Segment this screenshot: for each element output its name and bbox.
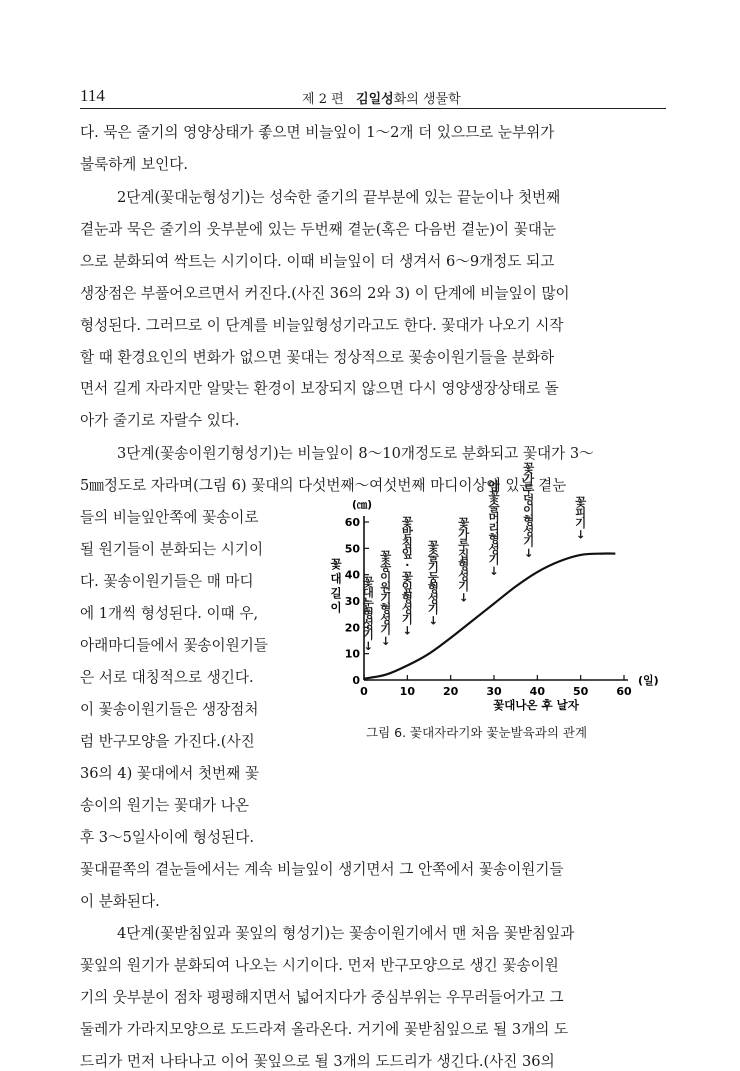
x-axis-label: 꽃대나온 후 날자 [493, 698, 579, 712]
x-tick-label: 20 [443, 685, 459, 698]
text-line: 아래마디들에서 꽃송이원기들 [80, 637, 268, 654]
text-line: 송이의 원기는 꽃대가 나온 [80, 797, 249, 814]
y-tick-label: 10 [344, 647, 360, 661]
text-line: 다. 묵은 줄기의 영양상태가 좋으면 비늘잎이 1～2개 더 있으므로 눈부위가 [80, 124, 555, 141]
figure-caption: 그림 6. 꽃대자라기와 꽃눈발육과의 관계 [366, 725, 588, 740]
x-tick-label: 0 [360, 685, 368, 698]
text-line: 으로 분화되여 싹트는 시기이다. 이때 비늘잎이 더 생겨서 6～9개정도 되고 [80, 253, 555, 270]
text-line: 3단계(꽃송이원기형성기)는 비늘잎이 8～10개정도로 분화되고 꽃대가 3～ [117, 445, 594, 462]
text-line: 될 원기들이 분화되는 시기이 [80, 541, 264, 558]
text-line: 에 1개씩 형성된다. 이때 우, [80, 605, 259, 622]
text-line: 다. 꽃송이원기들은 매 마디 [80, 573, 254, 590]
text-line: 불룩하게 보인다. [80, 156, 188, 173]
y-unit-label: (㎝) [351, 499, 373, 511]
text-line: 형성된다. 그러므로 이 단계를 비늘잎형성기라고도 한다. 꽃대가 나오기 시작 [80, 317, 564, 334]
stage-label: 꽃술기둥형성기↓ [426, 539, 441, 626]
text-line: 꽃대끝쪽의 곁눈들에서는 계속 비늘잎이 생기면서 그 안쪽에서 꽃송이원기들 [80, 861, 564, 878]
running-header [80, 84, 666, 109]
page-number: 114 [80, 86, 105, 105]
text-line: 곁눈과 묵은 줄기의 웃부분에 있는 두번째 곁눈(혹은 다음번 곁눈)이 꽃대눈 [80, 221, 557, 238]
text-line: 은 서로 대칭적으로 생긴다. [80, 669, 254, 686]
text-line: 기의 웃부분이 점차 평평해지면서 넓어지다가 중심부위는 우무러들어가고 그 [80, 989, 564, 1006]
stage-label: 꽃받침잎·꽃잎형성기↓ [400, 515, 415, 637]
text-line: 면서 길게 자라지만 알맞는 환경이 보장되지 않으면 다시 영양생장상태로 돌 [80, 380, 559, 397]
text-line: 할 때 환경요인의 변화가 없으면 꽃대는 정상적으로 꽃송이원기들을 분화하 [80, 349, 555, 366]
y-tick-label: 0 [352, 674, 360, 687]
title-bold: 김일성 [356, 92, 394, 107]
text-line: 드리가 먼저 나타나고 이어 꽃잎으로 될 3개의 도드리가 생긴다.(사진 36의 [80, 1053, 555, 1070]
x-tick-label: 50 [573, 685, 589, 698]
running-title [302, 88, 461, 107]
text-line: 후 3～5일사이에 형성된다. [80, 829, 254, 846]
x-tick-label: 10 [399, 685, 415, 698]
text-line: 둘레가 가라지모양으로 도드라져 올라온다. 거기에 꽃받침잎으로 될 3개의 도 [80, 1021, 569, 1038]
y-tick-label: 40 [344, 568, 360, 582]
y-tick-label: 60 [344, 516, 360, 529]
text-line: 럼 반구모양을 가진다.(사진 [80, 733, 255, 750]
text-line: 들의 비늘잎안쪽에 꽃송이로 [80, 509, 259, 526]
text-line: 36의 4) 꽃대에서 첫번째 꽃 [80, 765, 259, 782]
text-line: 생장점은 부풀어오르면서 커진다.(사진 36의 2와 3) 이 단계에 비늘잎이 많이 [80, 285, 570, 302]
stage-label: 꽃가루집형성기↓ [456, 516, 471, 604]
stage-label: 꽃가루덩이형성기↓ [521, 462, 536, 559]
stage-label: 꽃대눈형성기↓ [361, 576, 376, 652]
stage-label: 암꽃술머리형성기↓ [487, 479, 501, 577]
y-tick-label: 20 [344, 621, 360, 635]
text-line: 이 꽃송이원기들은 생장점처 [80, 701, 259, 718]
text-line: 꽃잎의 원기가 분화되여 나오는 시기이다. 먼저 반구모양으로 생긴 꽃송이원 [80, 957, 559, 974]
stage-label: 꽃피기↓ [573, 495, 588, 541]
stage-label: 꽃송이원기형성기↓ [378, 550, 393, 647]
title-rest: 화의 생물학 [393, 92, 461, 107]
x-tick-label: 60 [616, 685, 632, 698]
x-tick-label: 40 [529, 685, 545, 698]
text-line: 2단계(꽃대눈형성기)는 성숙한 줄기의 끝부분에 있는 끝눈이나 첫번째 [117, 189, 561, 206]
text-line: 아가 줄기로 자랄수 있다. [80, 412, 240, 429]
text-line: 4단계(꽃받침잎과 꽃잎의 형성기)는 꽃송이원기에서 맨 처음 꽃받침잎과 [117, 925, 575, 942]
y-tick-label: 50 [344, 542, 360, 556]
text-line: 이 분화된다. [80, 893, 160, 910]
x-tick-label: 30 [486, 685, 502, 698]
y-axis-label: 꽃대길이 [329, 558, 343, 616]
figure-6 [316, 458, 666, 753]
y-tick-label: 30 [344, 595, 360, 608]
text-line: 5㎜정도로 자라며(그림 6) 꽃대의 다섯번째～여섯번째 마디이상에 있는 곁눈 [80, 477, 567, 494]
x-unit-label: (일) [638, 674, 659, 687]
part-label: 제 2 편 [302, 92, 344, 107]
